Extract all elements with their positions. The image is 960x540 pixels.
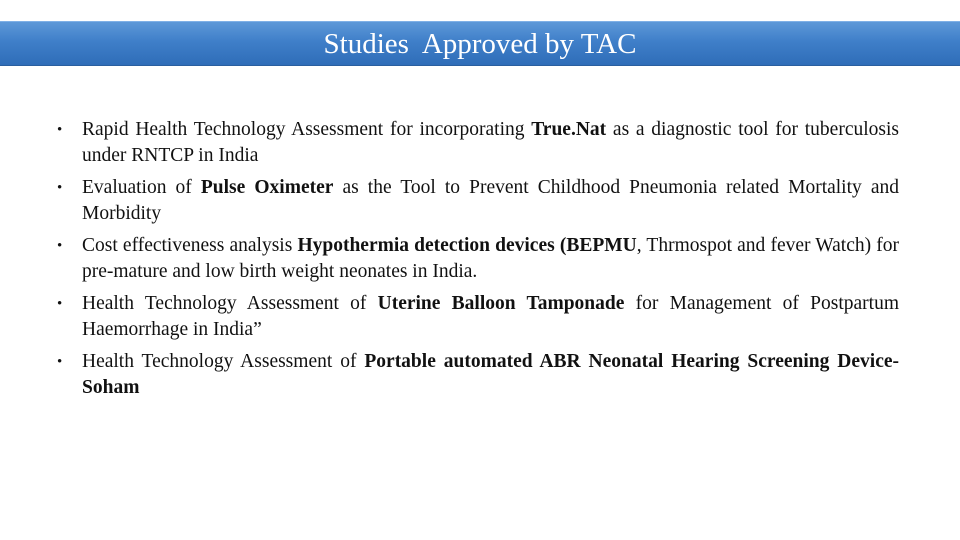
item-text	[82, 177, 899, 224]
bold-text-segment: Uterine Balloon Tamponade	[377, 293, 625, 314]
slide-title: Studies Approved by TAC	[323, 28, 637, 60]
bold-text-segment: True.Nat	[531, 119, 607, 140]
item-text	[82, 293, 899, 340]
text-segment: Health Technology Assessment of	[82, 293, 378, 314]
item-text	[82, 235, 899, 282]
text-segment: as a diagnostic tool for tuberculosis under RNTCP in India	[82, 119, 899, 166]
text-segment: Cost effectiveness analysis	[82, 235, 298, 256]
text-segment: Evaluation of	[82, 177, 201, 198]
text-segment: for Management of Postpartum Haemorrhage in India”	[82, 293, 899, 340]
list-item	[57, 175, 899, 227]
bullet-list	[57, 117, 899, 407]
text-segment: Health Technology Assessment of	[82, 351, 365, 372]
text-segment: Rapid Health Technology Assessment for incorporating	[82, 119, 532, 140]
bullet-icon: •	[57, 238, 63, 254]
bold-text-segment: Pulse Oximeter	[200, 177, 334, 198]
item-text	[82, 351, 899, 398]
bullet-icon: •	[57, 122, 63, 138]
text-segment: , Thrmospot and fever Watch) for pre-mature and low birth weight neonates in India.	[82, 235, 899, 282]
bold-text-segment: Hypothermia detection devices (BEPMU	[297, 235, 637, 256]
bullet-icon: •	[57, 296, 63, 312]
list-item	[57, 291, 899, 343]
list-item	[57, 349, 899, 401]
list-item	[57, 117, 899, 169]
list-item	[57, 233, 899, 285]
item-text	[82, 119, 899, 166]
bullet-icon: •	[57, 180, 63, 196]
text-segment: as the Tool to Prevent Childhood Pneumonia related Mortality and Morbidity	[82, 177, 899, 224]
bold-text-segment: Portable automated ABR Neonatal Hearing Screening Device-Soham	[82, 351, 900, 398]
title-bar	[0, 21, 960, 66]
bullet-icon: •	[57, 354, 63, 370]
